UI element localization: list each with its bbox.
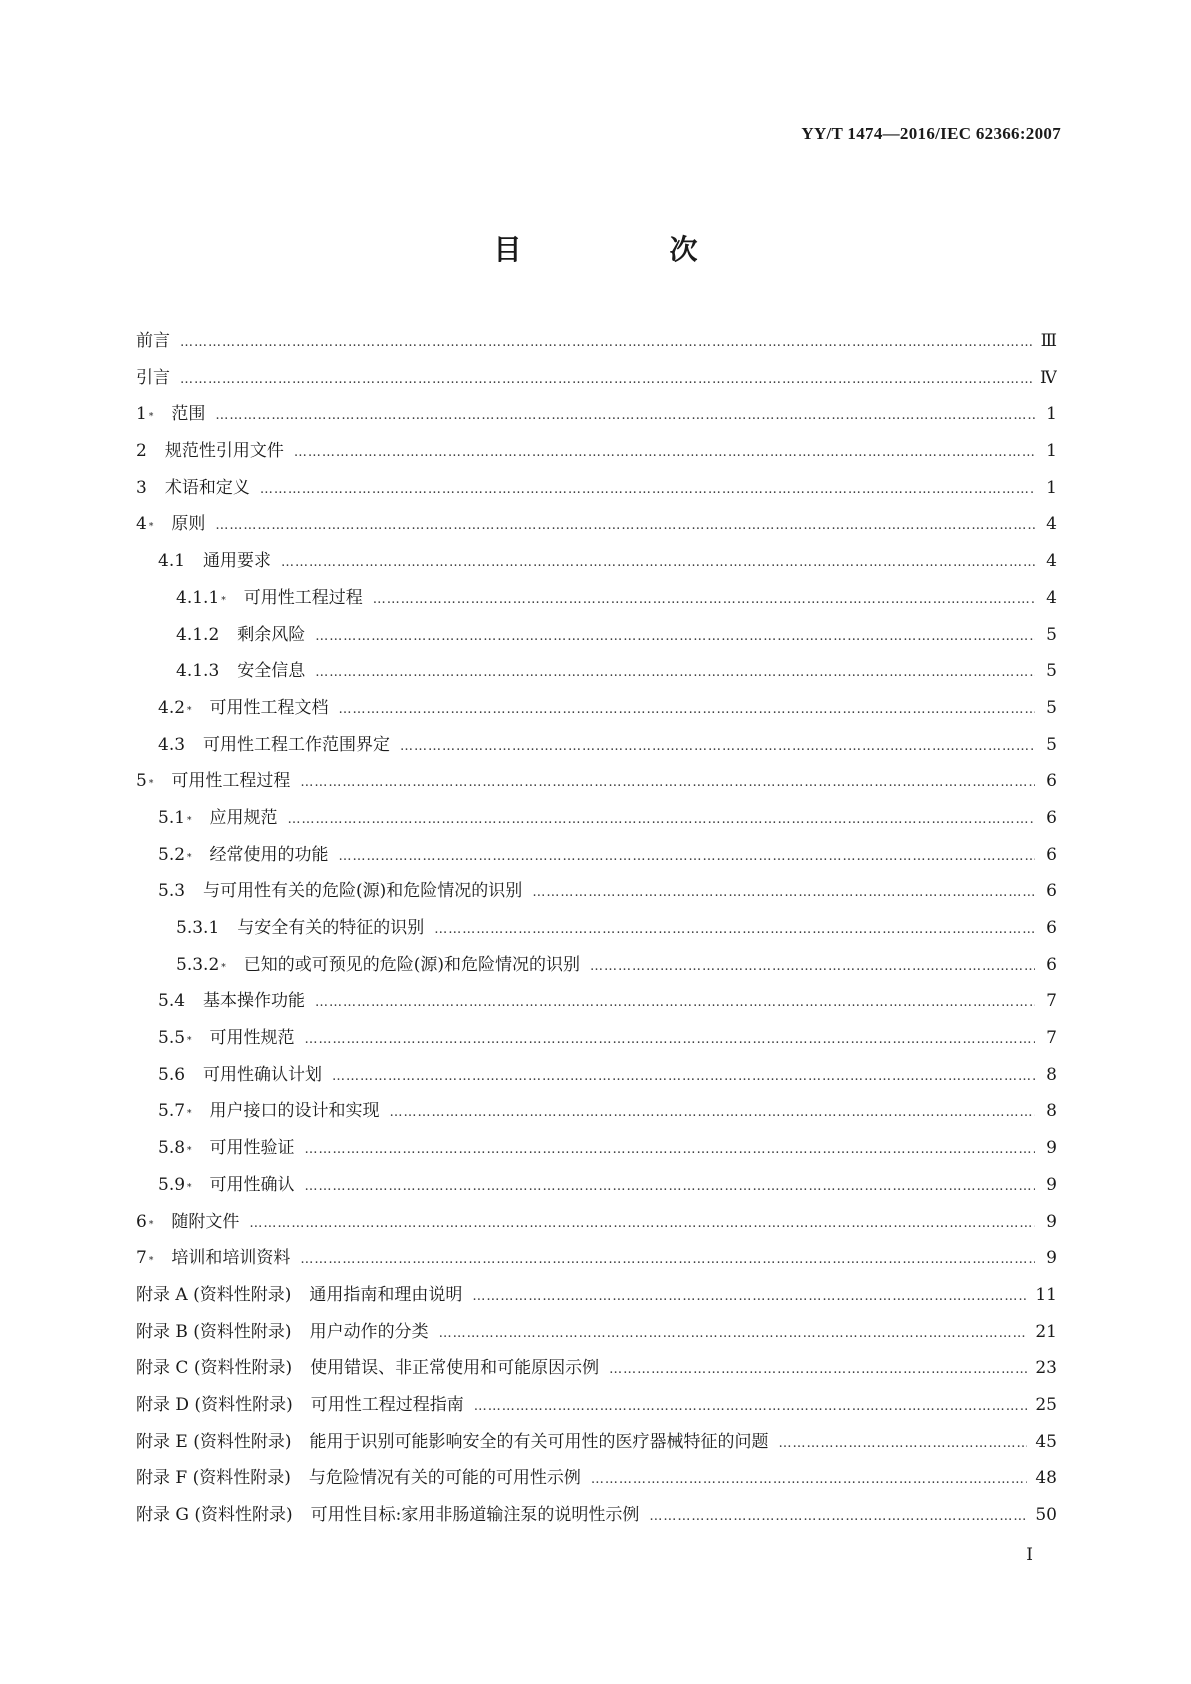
- toc-entry[interactable]: [136, 360, 1057, 397]
- toc-entry-number: 4.1: [158, 551, 186, 572]
- toc-entry-page: 6: [1046, 918, 1057, 938]
- toc-entry-number: 附录 B (资料性附录): [136, 1321, 292, 1342]
- toc-dot-leader: [288, 802, 1035, 837]
- toc-dot-leader: [532, 875, 1035, 910]
- toc-entry-number: 4.1.1: [176, 587, 220, 608]
- toc-entry-number: 4.1.2: [176, 624, 220, 645]
- toc-entry-title: 范围: [171, 404, 206, 425]
- toc-entry[interactable]: [136, 1020, 1057, 1057]
- toc-entry-number: 前言: [136, 331, 170, 351]
- toc-entry-asterisk: *: [148, 522, 154, 533]
- toc-entry-page: 9: [1046, 1211, 1057, 1232]
- toc-entry[interactable]: [136, 873, 1057, 910]
- toc-dot-leader: [180, 325, 1033, 360]
- toc-entry[interactable]: [136, 1093, 1057, 1130]
- toc-entry[interactable]: [136, 1057, 1057, 1094]
- toc-entry-page: 5: [1046, 624, 1057, 645]
- toc-dot-leader: [315, 655, 1035, 690]
- toc-entry-title: 剩余风险: [237, 624, 306, 645]
- toc-entry-title: 可用性验证: [209, 1138, 295, 1159]
- toc-entry-asterisk: *: [187, 852, 192, 863]
- toc-dot-leader: [305, 1022, 1035, 1057]
- toc-entry-number: 5.7: [158, 1101, 186, 1122]
- toc-entry[interactable]: [136, 1460, 1057, 1497]
- toc-entry-number: 引言: [136, 367, 170, 388]
- toc-entry-number: 5.3: [158, 881, 186, 902]
- toc-entry-asterisk: *: [221, 962, 226, 973]
- toc-dot-leader: [260, 472, 1035, 507]
- toc-entry-page: 6: [1046, 771, 1057, 792]
- toc-entry-title: 通用要求: [203, 551, 272, 572]
- toc-dot-leader: [294, 435, 1035, 470]
- toc-entry-title: 通用指南和理由说明: [309, 1284, 463, 1305]
- toc-entry-title: 经常使用的功能: [209, 844, 329, 865]
- toc-entry[interactable]: [136, 1314, 1057, 1351]
- toc-entry-title: 可用性工程过程: [171, 771, 291, 792]
- toc-entry-title: 培训和培训资料: [171, 1248, 291, 1269]
- toc-entry-number: 5.2: [158, 844, 186, 865]
- toc-entry[interactable]: [136, 983, 1057, 1020]
- toc-entry-title: 与危险情况有关的可能的可用性示例: [308, 1468, 581, 1489]
- toc-entry-number: 5.3.2: [176, 954, 220, 975]
- toc-dot-leader: [590, 949, 1035, 984]
- toc-entry-page: 4: [1046, 514, 1057, 535]
- toc-entry-page: 5: [1046, 697, 1057, 718]
- toc-entry-page: 23: [1035, 1358, 1057, 1379]
- toc-entry-title: 可用性目标:家用非肠道输注泵的说明性示例: [310, 1505, 640, 1525]
- toc-dot-leader: [609, 1352, 1027, 1387]
- toc-entry-number: 附录 F (资料性附录): [136, 1468, 291, 1489]
- toc-entry-number: 附录 E (资料性附录): [136, 1431, 292, 1452]
- toc-entry-title: 术语和定义: [164, 477, 250, 498]
- toc-entry-title: 与可用性有关的危险(源)和危险情况的识别: [203, 881, 523, 902]
- toc-entry[interactable]: [136, 506, 1057, 543]
- toc-dot-leader: [474, 1389, 1028, 1424]
- toc-entry-number: 4.2: [158, 697, 186, 718]
- toc-entry[interactable]: [136, 690, 1057, 727]
- toc-dot-leader: [305, 1169, 1035, 1204]
- toc-dot-leader: [373, 582, 1035, 617]
- toc-entry-title: 可用性工程工作范围界定: [203, 734, 391, 755]
- toc-dot-leader: [305, 1132, 1035, 1167]
- toc-dot-leader: [390, 1095, 1035, 1130]
- toc-entry[interactable]: [136, 1277, 1057, 1314]
- toc-entry[interactable]: [136, 1204, 1057, 1241]
- toc-entry-title: 已知的或可预见的危险(源)和危险情况的识别: [243, 954, 581, 975]
- toc-entry-page: 5: [1046, 661, 1057, 682]
- toc-entry[interactable]: [136, 580, 1057, 617]
- toc-entry-number: 4.3: [158, 734, 186, 755]
- toc-entry[interactable]: [136, 1350, 1057, 1387]
- toc-entry-asterisk: *: [187, 815, 192, 826]
- toc-dot-leader: [332, 1059, 1035, 1094]
- table-of-contents: [136, 323, 1057, 1534]
- toc-dot-leader: [215, 508, 1035, 543]
- toc-entry-number: 5.9: [158, 1174, 186, 1195]
- toc-entry-page: 1: [1046, 404, 1057, 425]
- toc-dot-leader: [339, 692, 1035, 727]
- toc-entry-number: 7: [136, 1248, 147, 1269]
- toc-entry-asterisk: *: [148, 1219, 154, 1230]
- toc-entry[interactable]: [136, 1167, 1057, 1204]
- toc-dot-leader: [300, 1242, 1035, 1277]
- toc-dot-leader: [315, 985, 1035, 1020]
- toc-entry-number: 5.1: [158, 807, 186, 828]
- toc-entry[interactable]: [136, 470, 1057, 507]
- toc-entry[interactable]: [136, 1424, 1057, 1461]
- toc-dot-leader: [649, 1499, 1027, 1534]
- toc-entry[interactable]: [136, 763, 1057, 800]
- toc-entry[interactable]: [136, 1130, 1057, 1167]
- toc-dot-leader: [315, 619, 1035, 654]
- toc-entry-page: 45: [1035, 1431, 1057, 1452]
- toc-entry-title: 原则: [171, 514, 206, 535]
- toc-entry-title: 能用于识别可能影响安全的有关可用性的医疗器械特征的问题: [309, 1431, 769, 1452]
- toc-entry-page: 1: [1046, 441, 1057, 462]
- toc-entry-page: 9: [1046, 1174, 1057, 1195]
- toc-entry-number: 5.4: [158, 991, 186, 1012]
- toc-entry-number: 6: [136, 1211, 147, 1232]
- toc-entry[interactable]: [136, 1387, 1057, 1424]
- toc-entry-page: 6: [1046, 807, 1057, 828]
- toc-dot-leader: [281, 545, 1035, 580]
- toc-entry-title: 基本操作功能: [203, 991, 306, 1012]
- toc-entry-title: 可用性工程过程: [243, 587, 363, 608]
- toc-dot-leader: [778, 1426, 1027, 1461]
- toc-entry-page: Ⅳ: [1040, 367, 1057, 388]
- toc-entry[interactable]: [136, 653, 1057, 690]
- toc-entry[interactable]: [136, 323, 1057, 360]
- toc-entry-asterisk: *: [187, 1036, 192, 1047]
- toc-entry-page: 6: [1046, 844, 1057, 865]
- toc-entry-asterisk: *: [221, 595, 226, 606]
- toc-entry-title: 与安全有关的特征的识别: [237, 918, 425, 938]
- page-title: 目 次: [493, 233, 758, 266]
- toc-dot-leader: [400, 729, 1035, 764]
- toc-entry-page: 25: [1035, 1394, 1057, 1415]
- toc-entry-number: 2: [136, 441, 147, 462]
- toc-entry[interactable]: [136, 837, 1057, 874]
- toc-entry-page: Ⅲ: [1040, 331, 1057, 351]
- toc-entry-number: 5.3.1: [176, 918, 220, 938]
- toc-dot-leader: [180, 362, 1032, 397]
- toc-dot-leader: [300, 765, 1035, 800]
- toc-entry-title: 使用错误、非正常使用和可能原因示例: [310, 1358, 600, 1379]
- toc-entry[interactable]: [136, 947, 1057, 984]
- toc-entry-number: 附录 A (资料性附录): [136, 1284, 292, 1305]
- toc-entry[interactable]: [136, 727, 1057, 764]
- toc-entry-asterisk: *: [148, 1256, 154, 1267]
- toc-entry[interactable]: [136, 617, 1057, 654]
- toc-entry[interactable]: [136, 433, 1057, 470]
- toc-entry-number: 5.5: [158, 1028, 186, 1049]
- toc-entry-page: 9: [1046, 1138, 1057, 1159]
- document-id: YY/T 1474—2016/IEC 62366:2007: [801, 124, 1061, 143]
- toc-dot-leader: [591, 1462, 1027, 1497]
- toc-dot-leader: [434, 912, 1035, 947]
- toc-entry[interactable]: [136, 1240, 1057, 1277]
- toc-entry-number: 附录 C (资料性附录): [136, 1358, 293, 1379]
- toc-entry-title: 应用规范: [209, 807, 278, 828]
- toc-entry-page: 4: [1046, 551, 1057, 572]
- toc-entry-page: 48: [1035, 1468, 1057, 1489]
- toc-entry-page: 4: [1046, 587, 1057, 608]
- toc-entry-title: 随附文件: [171, 1211, 240, 1232]
- toc-dot-leader: [472, 1279, 1027, 1314]
- page-number: I: [1026, 1545, 1033, 1565]
- toc-entry-page: 5: [1046, 734, 1057, 755]
- toc-entry-title: 可用性确认计划: [203, 1064, 323, 1085]
- toc-entry-page: 6: [1046, 954, 1057, 975]
- toc-entry-number: 4.1.3: [176, 661, 220, 682]
- toc-entry[interactable]: [136, 543, 1057, 580]
- toc-entry[interactable]: [136, 396, 1057, 433]
- toc-entry-title: 安全信息: [237, 661, 306, 682]
- toc-entry-page: 21: [1035, 1321, 1057, 1342]
- toc-entry-page: 9: [1046, 1248, 1057, 1269]
- toc-dot-leader: [339, 839, 1035, 874]
- toc-entry-page: 7: [1046, 1028, 1057, 1049]
- toc-entry-page: 8: [1046, 1101, 1057, 1122]
- toc-entry-number: 4: [136, 514, 147, 535]
- toc-entry-number: 附录 D (资料性附录): [136, 1394, 293, 1415]
- toc-entry-asterisk: *: [148, 779, 154, 790]
- toc-entry-number: 附录 G (资料性附录): [136, 1505, 293, 1525]
- toc-entry-number: 5: [136, 771, 147, 792]
- toc-entry-asterisk: *: [148, 412, 154, 423]
- toc-entry-title: 可用性确认: [209, 1174, 295, 1195]
- toc-entry-title: 用户动作的分类: [309, 1321, 429, 1342]
- toc-entry-asterisk: *: [187, 1182, 192, 1193]
- toc-entry-asterisk: *: [187, 1109, 192, 1120]
- toc-entry-number: 5.6: [158, 1064, 186, 1085]
- toc-entry-title: 可用性工程文档: [209, 697, 329, 718]
- toc-entry-title: 可用性规范: [209, 1028, 295, 1049]
- toc-entry[interactable]: [136, 800, 1057, 837]
- toc-entry-page: 8: [1046, 1064, 1057, 1085]
- toc-entry-page: 11: [1035, 1284, 1057, 1305]
- toc-dot-leader: [249, 1206, 1035, 1241]
- toc-entry-number: 1: [136, 404, 147, 425]
- toc-dot-leader: [439, 1316, 1028, 1351]
- toc-entry-asterisk: *: [187, 1146, 192, 1157]
- toc-entry[interactable]: [136, 1497, 1057, 1534]
- toc-entry-page: 6: [1046, 881, 1057, 902]
- toc-entry-title: 规范性引用文件: [164, 441, 284, 462]
- toc-entry-asterisk: *: [187, 705, 192, 716]
- toc-entry[interactable]: [136, 910, 1057, 947]
- toc-entry-title: 用户接口的设计和实现: [209, 1101, 380, 1122]
- toc-entry-page: 50: [1035, 1505, 1057, 1525]
- toc-entry-page: 7: [1046, 991, 1057, 1012]
- toc-entry-number: 5.8: [158, 1138, 186, 1159]
- toc-dot-leader: [215, 398, 1035, 433]
- toc-entry-page: 1: [1046, 477, 1057, 498]
- toc-entry-number: 3: [136, 477, 147, 498]
- toc-entry-title: 可用性工程过程指南: [310, 1394, 464, 1415]
